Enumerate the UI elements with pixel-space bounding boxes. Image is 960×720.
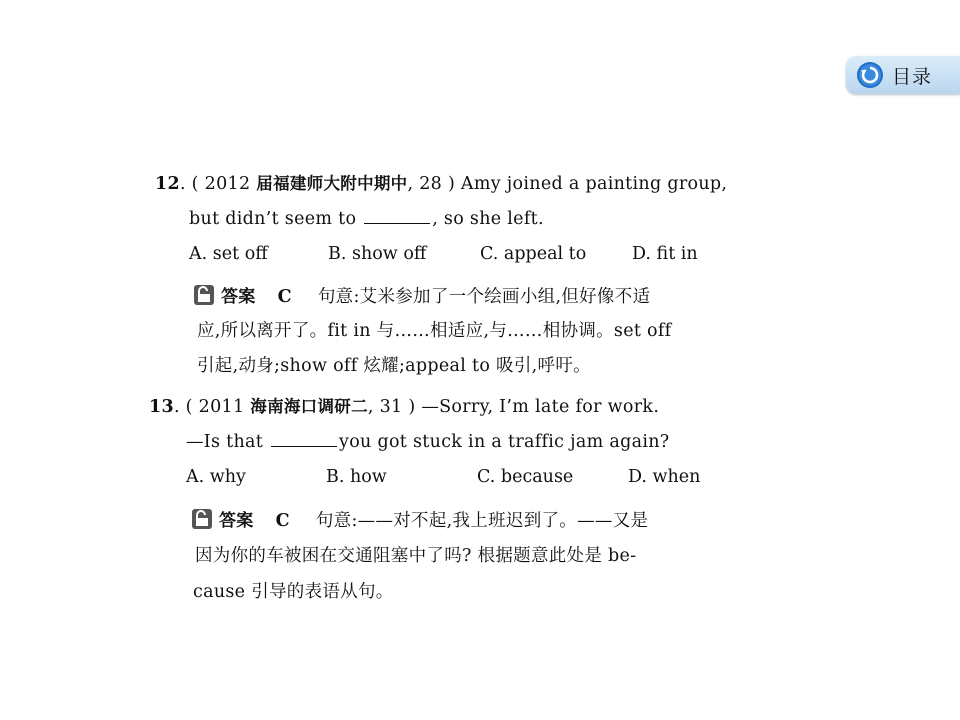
question-13-stem-line2 bbox=[186, 429, 669, 454]
question-12-explanation-line3: 引起,动身;show off 炫耀;appeal to 吸引,呼吁。 bbox=[197, 356, 591, 376]
question-13-explanation-line2: 因为你的车被困在交通阻塞中了吗? 根据题意此处是 be- bbox=[195, 546, 637, 566]
source-suffix: , 28 ) Amy joined a painting group, bbox=[407, 174, 728, 194]
source-name: 海南海口调研二 bbox=[250, 397, 368, 416]
answer-blank bbox=[271, 429, 337, 447]
source-prefix: . ( 2012 bbox=[179, 174, 257, 194]
question-12-answer-line1 bbox=[193, 284, 650, 309]
answer-blank bbox=[364, 206, 430, 224]
stem-text: you got stuck in a traffic jam again? bbox=[339, 432, 670, 452]
question-13-answer-line1 bbox=[191, 508, 648, 533]
answer-label: 答案 bbox=[219, 511, 254, 531]
option-d: D. fit in bbox=[632, 244, 698, 264]
unlock-icon bbox=[191, 508, 213, 530]
question-number: 12 bbox=[155, 174, 180, 194]
toc-label: 目录 bbox=[892, 65, 933, 88]
question-13-explanation-line3: cause 引导的表语从句。 bbox=[193, 582, 394, 602]
unlock-icon bbox=[193, 284, 215, 306]
refresh-arrow-icon bbox=[856, 61, 884, 89]
question-number: 13 bbox=[149, 397, 174, 417]
stem-text: , so she left. bbox=[432, 209, 544, 229]
option-b: B. show off bbox=[328, 244, 427, 264]
source-name: 届福建师大附中期中 bbox=[256, 174, 408, 193]
question-12-stem-line1 bbox=[155, 172, 727, 196]
question-12-explanation-line2: 应,所以离开了。fit in 与……相适应,与……相协调。set off bbox=[197, 321, 672, 341]
source-suffix: , 31 ) —Sorry, I’m late for work. bbox=[367, 397, 660, 417]
question-12-stem-line2 bbox=[189, 206, 544, 231]
option-a: A. why bbox=[186, 467, 246, 487]
answer-label: 答案 bbox=[221, 287, 256, 307]
toc-button[interactable] bbox=[846, 56, 960, 94]
option-c: C. appeal to bbox=[480, 244, 587, 264]
stem-text: but didn’t seem to bbox=[189, 209, 357, 229]
stem-text: —Is that bbox=[186, 432, 264, 452]
option-d: D. when bbox=[628, 467, 701, 487]
question-13-stem-line1 bbox=[149, 395, 659, 419]
explanation-text: 句意:艾米参加了一个绘画小组,但好像不适 bbox=[317, 287, 651, 307]
source-prefix: . ( 2011 bbox=[173, 397, 251, 417]
option-c: C. because bbox=[477, 467, 574, 487]
explanation-text: 句意:——对不起,我上班迟到了。——又是 bbox=[315, 511, 649, 531]
option-a: A. set off bbox=[189, 244, 268, 264]
option-b: B. how bbox=[326, 467, 387, 487]
answer-letter: C bbox=[277, 287, 292, 307]
answer-letter: C bbox=[275, 511, 290, 531]
